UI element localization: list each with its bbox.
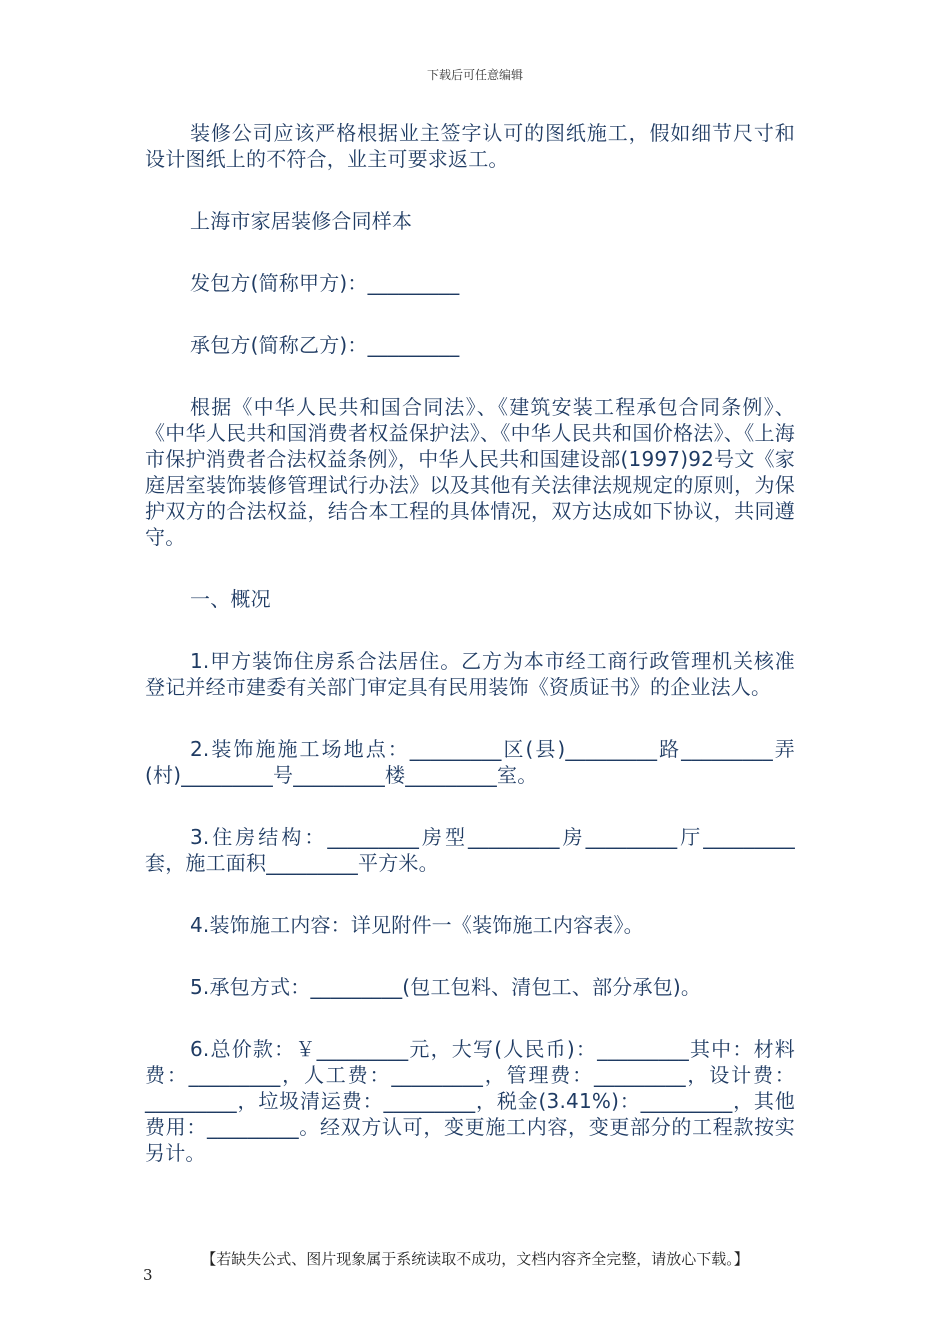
clause-3: 3.住房结构：_________房型_________房_________厅_________套，施工面积_________平方米。 bbox=[145, 825, 795, 875]
party-a-line: 发包方(简称甲方)：_________ bbox=[190, 271, 460, 295]
header-note: 下载后可任意编辑 bbox=[426, 68, 523, 82]
document-title: 上海市家居装修合同样本 bbox=[190, 209, 413, 233]
page-number: 3 bbox=[143, 1266, 153, 1284]
clause-1: 1.甲方装饰住房系合法居住。乙方为本市经工商行政管理机关核准登记并经市建委有关部门审定具有民用装饰《资质证书》的企业法人。 bbox=[145, 649, 795, 699]
section-heading-overview: 一、概况 bbox=[190, 587, 271, 611]
legal-basis-paragraph: 根据《中华人民共和国合同法》、《建筑安装工程承包合同条例》、《中华人民共和国消费者权益保护法》、《中华人民共和国价格法》、《上海市保护消费者合法权益条例》，中华人民共和国建设部(1997)92号文《家庭居室装饰装修管理试行办法》以及其他有关法律法规规定的原则，为保护双方的合法权益，结合本工程的具体情况，双方达成如下协议，共同遵守。 bbox=[145, 395, 795, 549]
clause-6: 6.总价款：￥_________元，大写(人民币)：_________其中：材料费：_________，人工费：_________，管理费：_________，设计费：_________，垃圾清运费：_________，税金(3.41%)：_________，其他费用：_________。经双方认可，变更施工内容，变更部分的工程款按实另计。 bbox=[145, 1037, 795, 1165]
footer-note: 【若缺失公式、图片现象属于系统读取不成功，文档内容齐全完整，请放心下载。】 bbox=[201, 1250, 749, 1268]
party-b-line: 承包方(简称乙方)：_________ bbox=[190, 333, 460, 357]
clause-5: 5.承包方式：_________(包工包料、清包工、部分承包)。 bbox=[190, 975, 702, 999]
paragraph-intro: 装修公司应该严格根据业主签字认可的图纸施工，假如细节尺寸和设计图纸上的不符合，业主可要求返工。 bbox=[145, 121, 795, 171]
clause-4: 4.装饰施工内容：详见附件一《装饰施工内容表》。 bbox=[190, 913, 644, 937]
document-body bbox=[145, 120, 795, 1202]
clause-2: 2.装饰施施工场地点：_________区(县)_________路_________弄(村)_________号_________楼_________室。 bbox=[145, 737, 795, 787]
